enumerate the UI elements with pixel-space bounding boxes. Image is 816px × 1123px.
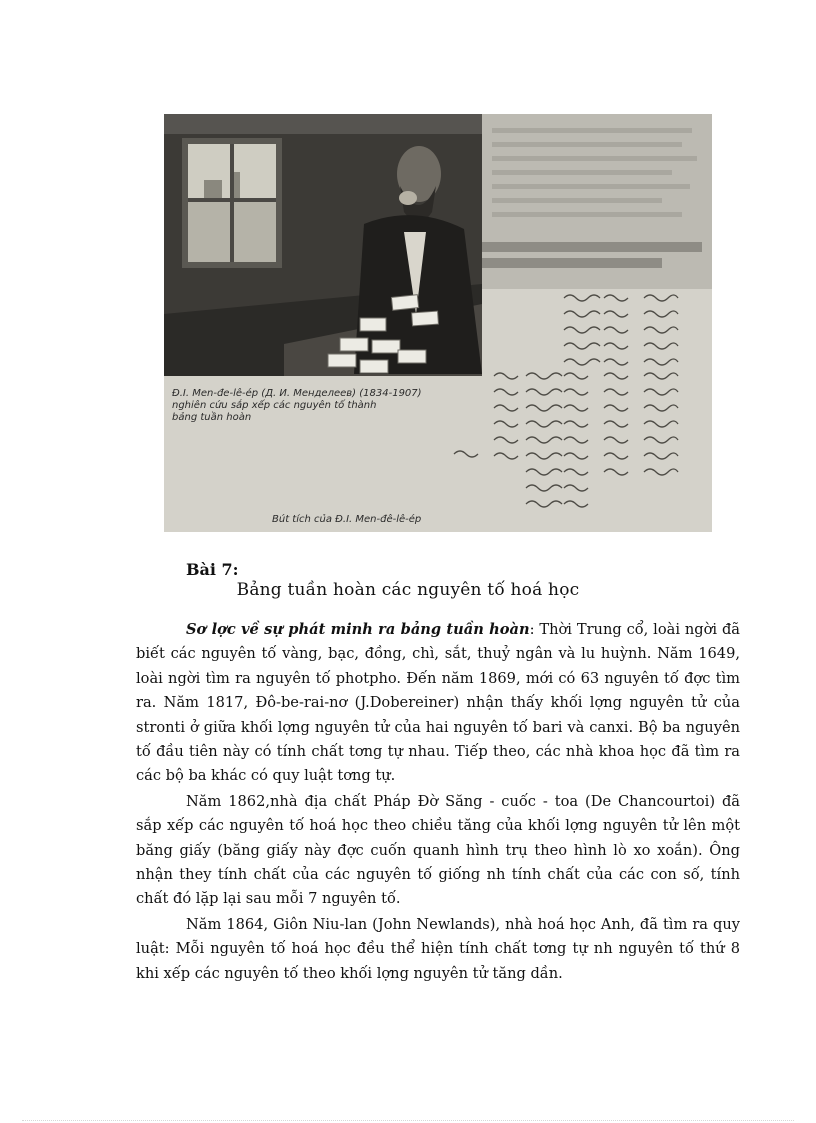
caption-line-1: Đ.I. Men-đe-lê-ép (Д. И. Менделеев) (1834-1907): [172, 388, 422, 399]
paragraph-history: [136, 618, 740, 789]
caption-line-3: bảng tuần hoàn: [172, 412, 252, 423]
mendeleev-figure: [164, 114, 712, 532]
figure-caption: [172, 388, 472, 424]
paragraph-newlands: Năm 1864, Giôn Niu-lan (John Newlands), nhà hoá học Anh, đã tìm ra quy luật: Mỗi nguyên tố hoá học đều thể hiện tính chất tơng tự nh nguyên tố thứ 8 khi xếp các nguyên tố theo khối lợng nguyên tử tăng dần.: [136, 915, 740, 982]
lesson-body: [136, 618, 740, 986]
paragraph-text: : Thời Trung cổ, loài ngời đã biết các nguyên tố vàng, bạc, đồng, chì, sắt, thuỷ ngân và lu huỳnh. Năm 1649, loài ngời tìm ra nguyên tố photpho. Đến năm 1869, mới có 63 nguyên tố đợc tìm ra. Năm 1817, Đô-be-rai-nơ (J.Dobereiner) nhận thấy khối lợng nguyên tử của stronti ở giữa khối lợng nguyên tử của hai nguyên tố bari và canxi. Bộ ba nguyên tố đầu tiên này có tính chất tơng tự nhau. Tiếp theo, các nhà khoa học đã tìm ra các bộ ba khác có quy luật tơng tự.: [136, 621, 740, 785]
caption-line-2: nghiên cứu sắp xếp các nguyên tố thành: [172, 400, 377, 411]
manuscript-caption: Bút tích của Đ.I. Men-đê-lê-ép: [272, 514, 422, 525]
paragraph-chancourtois: Năm 1862,nhà địa chất Pháp Đờ Săng - cuốc - toa (De Chancourtoi) đã sắp xếp các nguyên tố hoá học theo chiều tăng của khối lợng nguyên tử lên một băng giấy (băng giấy này đợc cuốn quanh hình trụ theo hình lò xo xoắn). Ông nhận they tính chất của các nguyên tố giống nh tính chất của các con số, tính chất đó lặp lại sau mỗi 7 nguyên tố.: [136, 792, 740, 908]
page-footer-rule: [22, 1120, 794, 1121]
paragraph-lead: Sơ lợc về sự phát minh ra bảng tuần hoàn: [186, 621, 530, 638]
lesson-number: Bài 7:: [186, 560, 239, 579]
lesson-title: Bảng tuần hoàn các nguyên tố hoá học: [236, 580, 580, 600]
mendeleev-illustration: [164, 114, 712, 532]
